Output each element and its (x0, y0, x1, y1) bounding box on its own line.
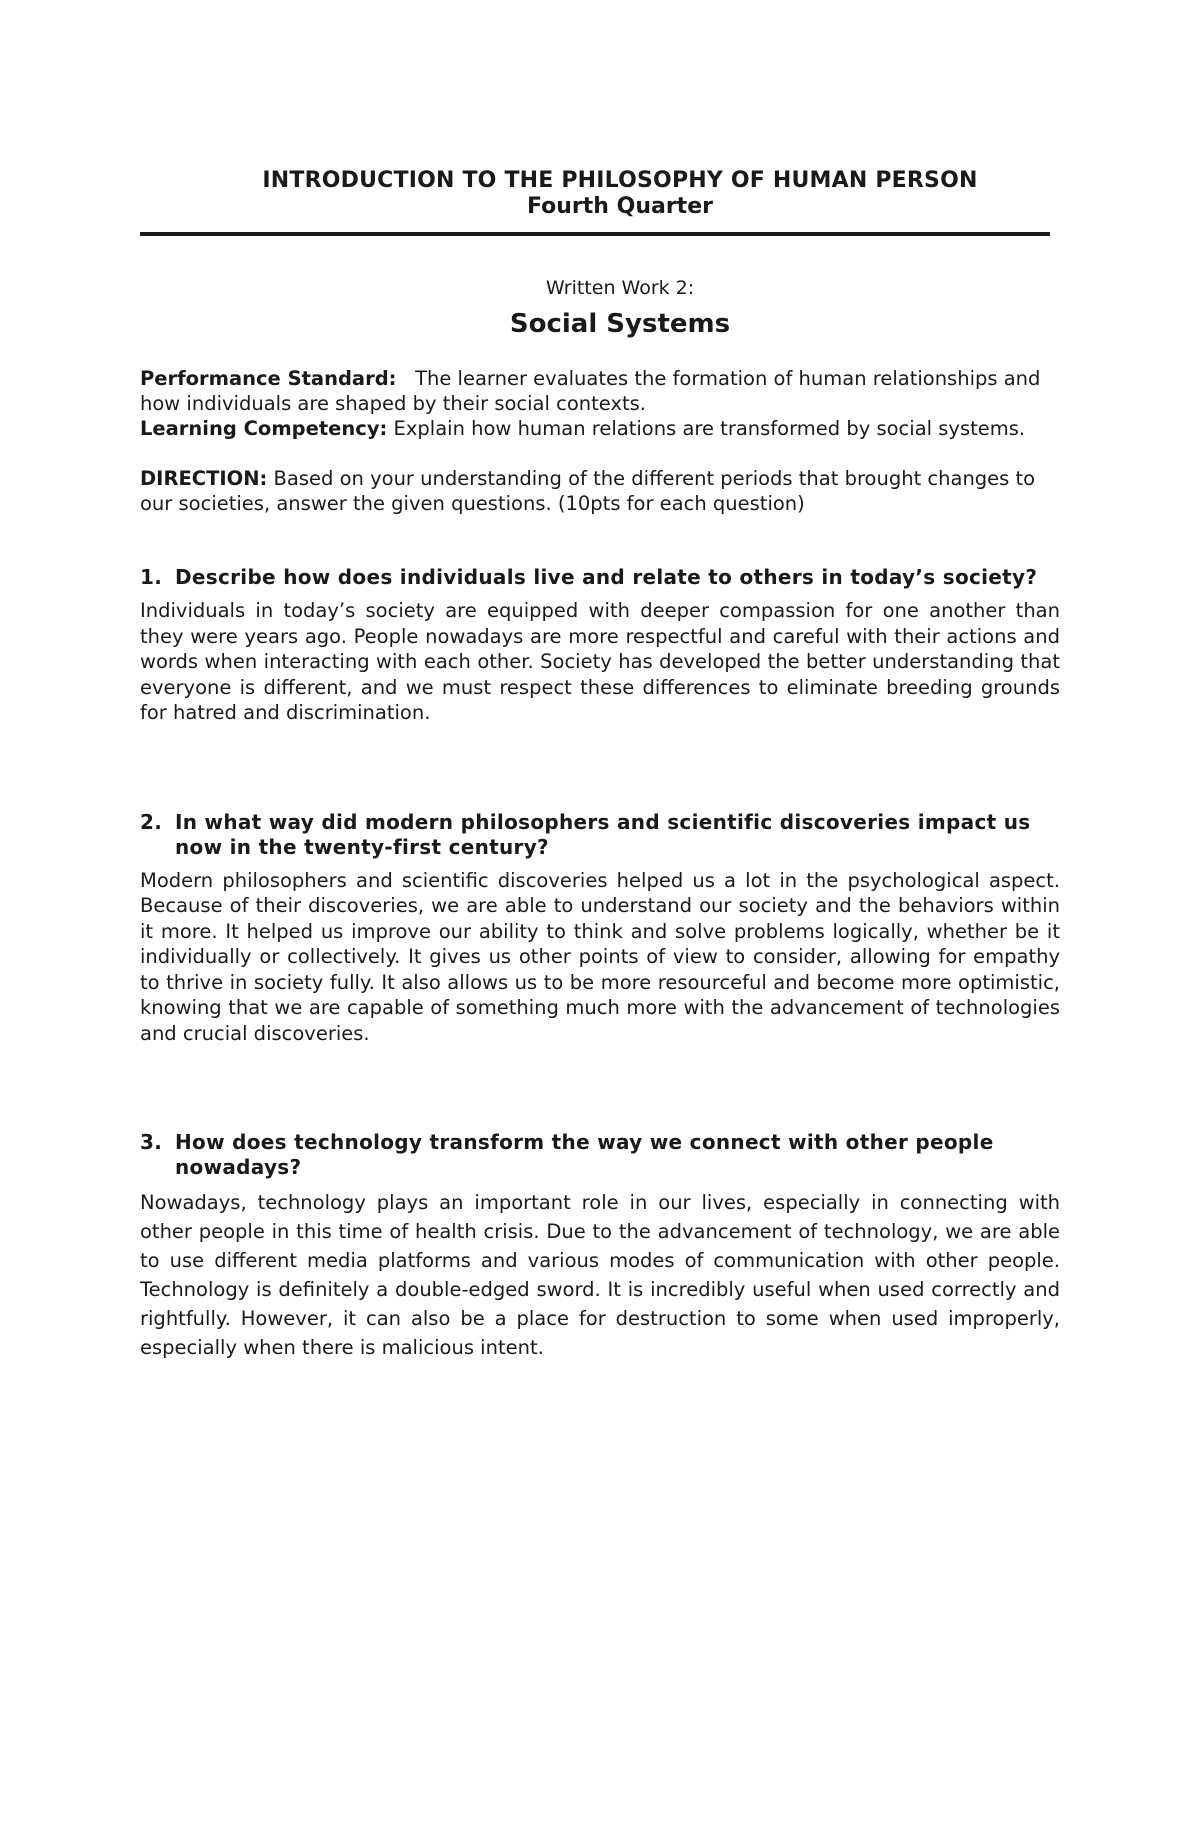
question-1 (140, 565, 1060, 590)
course-title: INTRODUCTION TO THE PHILOSOPHY OF HUMAN PERSON (262, 168, 978, 193)
answer-text: Individuals in today’s society are equipped with deeper compassion for one another than they were years ago. People nowadays are more respectful and careful with their actions and words when interacting with each other. Society has developed the better understanding that everyone is different, and we must respect these differences to eliminate breeding grounds for hatred and discrimination. (140, 599, 1060, 724)
question-block-1 (140, 565, 1060, 726)
learning-competency-text: Explain how human relations are transformed by social systems. (393, 417, 1026, 440)
performance-standard (140, 366, 1060, 416)
header-divider (140, 232, 1050, 236)
question-text: How does technology transform the way we connect with other people nowadays? (175, 1130, 994, 1179)
answer-text: Modern philosophers and scientific discoveries helped us a lot in the psychological aspect. Because of their discoveries, we are able to understand our society and the behaviors within it more. It helped us improve our ability to think and solve problems logically, whether be it individually or collectively. It gives us other points of view to consider, allowing for empathy to thrive in society fully. It also allows us to be more resourceful and become more optimistic, knowing that we are capable of something much more with the advancement of technologies and crucial discoveries. (140, 868, 1060, 1045)
question-number: 2. (140, 809, 163, 834)
question-block-3 (140, 1130, 1060, 1362)
direction-section (140, 466, 1060, 516)
document-header (140, 168, 1060, 220)
standards-section (140, 366, 1060, 441)
performance-standard-label: Performance Standard: (140, 367, 397, 390)
question-3 (140, 1130, 1060, 1180)
written-work-title: Social Systems (509, 309, 731, 339)
performance-standard-text: The learner evaluates the formation of human relationships and how individuals are shaped by their social contexts. (140, 367, 1041, 415)
answer-2 (140, 868, 1060, 1047)
written-work-label: Written Work 2: (545, 277, 695, 299)
question-text: Describe how does individuals live and relate to others in today’s society? (175, 565, 1038, 589)
question-block-2 (140, 810, 1060, 1047)
answer-text: Nowadays, technology plays an important role in our lives, especially in connecting with other people in this time of health crisis. Due to the advancement of technology, we are able to use different media platforms and various modes of communication with other people. Technology is definitely a double-edged sword. It is incredibly useful when used correctly and rightfully. However, it can also be a place for destruction to some when used improperly, especially when there is malicious intent. (140, 1191, 1060, 1359)
answer-1 (140, 598, 1060, 726)
learning-competency-label: Learning Competency: (140, 417, 388, 440)
learning-competency (140, 416, 1060, 441)
direction-label: DIRECTION: (140, 467, 268, 490)
question-2 (140, 810, 1060, 860)
quarter-subtitle: Fourth Quarter (527, 194, 713, 219)
question-number: 3. (140, 1130, 163, 1154)
question-number: 1. (140, 565, 163, 589)
answer-3 (140, 1188, 1060, 1362)
question-text: In what way did modern philosophers and scientific discoveries impact us now in the twenty-first century? (175, 809, 1031, 859)
direction-text: Based on your understanding of the different periods that brought changes to our societies, answer the given questions. (10pts for each question) (140, 467, 1036, 515)
